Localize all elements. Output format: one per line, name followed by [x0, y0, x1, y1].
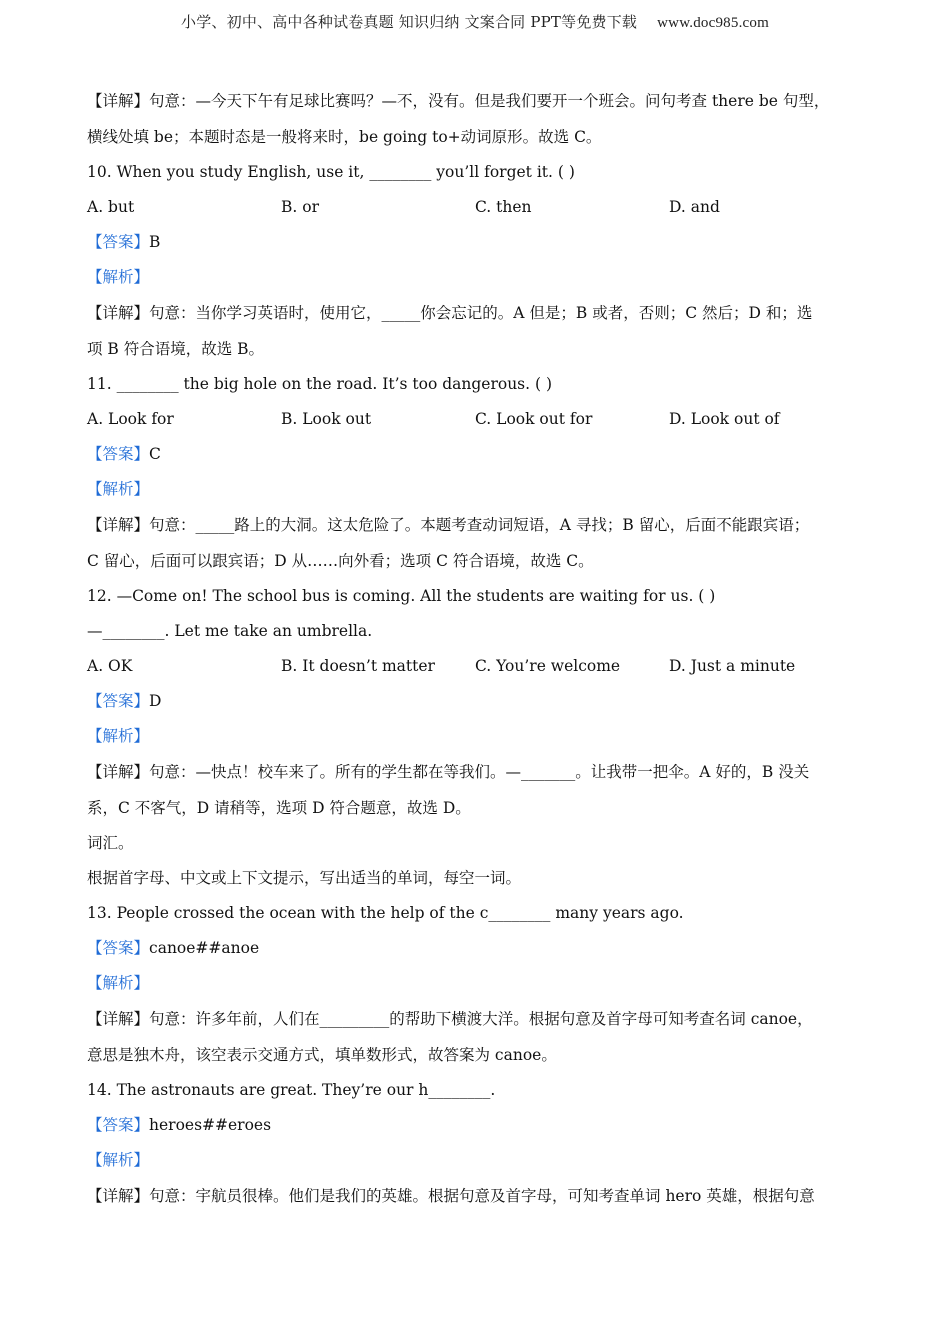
q11-option-b: B. Look out	[281, 410, 372, 428]
q14-stem: 14. The astronauts are great. They’re our h________.	[87, 1081, 496, 1099]
q12-analysis: 【解析】	[87, 727, 150, 745]
q14-detail-line1: 【详解】句意：宇航员很棒。他们是我们的英雄。根据句意及首字母，可知考查单词 hero 英雄，根据句意	[87, 1187, 815, 1205]
section-instruction: 根据首字母、中文或上下文提示，写出适当的单词，每空一词。	[87, 869, 522, 887]
header-text: 小学、初中、高中各种试卷真题 知识归纳 文案合同 PPT等免费下载	[181, 13, 638, 31]
q13-analysis: 【解析】	[87, 974, 150, 992]
q9-detail-line2: 横线处填 be；本题时态是一般将来时，be going to+动词原形。故选 C。	[87, 128, 602, 146]
q12-option-a: A. OK	[87, 657, 133, 675]
q10-options	[87, 190, 867, 225]
q10-analysis: 【解析】	[87, 268, 150, 286]
q10-answer: 【答案】B	[87, 233, 161, 251]
q10-option-a: A. but	[87, 198, 135, 216]
document-body	[87, 84, 867, 1214]
q13-answer: 【答案】canoe##anoe	[87, 939, 260, 957]
q12-detail-line1: 【详解】句意：—快点！校车来了。所有的学生都在等我们。—_______。让我带一把伞。A 好的，B 没关	[87, 763, 810, 781]
page-header	[0, 11, 950, 32]
q11-analysis: 【解析】	[87, 480, 150, 498]
q13-detail-line1: 【详解】句意：许多年前，人们在_________的帮助下横渡大洋。根据句意及首字母可知考查名词 canoe，	[87, 1010, 813, 1028]
q10-stem: 10. When you study English, use it, ________ you’ll forget it. ( )	[87, 163, 575, 181]
q10-detail-line2: 项 B 符合语境，故选 B。	[87, 340, 265, 358]
q11-answer: 【答案】C	[87, 445, 161, 463]
q12-stem: 12. —Come on! The school bus is coming. All the students are waiting for us. ( )	[87, 587, 716, 605]
q12-option-d: D. Just a minute	[669, 657, 796, 675]
header-site: www.doc985.com	[657, 15, 769, 31]
q11-stem: 11. ________ the big hole on the road. It’s too dangerous. ( )	[87, 375, 552, 393]
q14-analysis: 【解析】	[87, 1151, 150, 1169]
q10-option-b: B. or	[281, 198, 319, 216]
q14-answer: 【答案】heroes##eroes	[87, 1116, 272, 1134]
q13-stem: 13. People crossed the ocean with the help of the c________ many years ago.	[87, 904, 684, 922]
q11-option-d: D. Look out of	[669, 410, 780, 428]
q9-detail-line1: 【详解】句意：—今天下午有足球比赛吗？—不，没有。但是我们要开一个班会。问句考查 there be 句型，	[87, 92, 830, 110]
q12-answer: 【答案】D	[87, 692, 162, 710]
section-title: 词汇。	[87, 834, 134, 852]
q11-option-a: A. Look for	[87, 410, 174, 428]
q12-option-b: B. It doesn’t matter	[281, 657, 435, 675]
q12-stem2: —________. Let me take an umbrella.	[87, 622, 373, 640]
q11-detail-line2: C 留心，后面可以跟宾语；D 从……向外看；选项 C 符合语境，故选 C。	[87, 552, 594, 570]
q11-detail-line1: 【详解】句意：_____路上的大洞。这太危险了。本题考查动词短语，A 寻找；B 留心，后面不能跟宾语；	[87, 516, 810, 534]
q12-detail-line2: 系，C 不客气，D 请稍等，选项 D 符合题意，故选 D。	[87, 799, 471, 817]
q13-detail-line2: 意思是独木舟，该空表示交通方式，填单数形式，故答案为 canoe。	[87, 1046, 557, 1064]
q12-option-c: C. You’re welcome	[475, 657, 621, 675]
q10-option-c: C. then	[475, 198, 532, 216]
q10-option-d: D. and	[669, 198, 720, 216]
q11-option-c: C. Look out for	[475, 410, 593, 428]
q12-options	[87, 649, 867, 684]
q10-detail-line1: 【详解】句意：当你学习英语时，使用它，_____你会忘记的。A 但是；B 或者，否则；C 然后；D 和；选	[87, 304, 813, 322]
q11-options	[87, 402, 867, 437]
